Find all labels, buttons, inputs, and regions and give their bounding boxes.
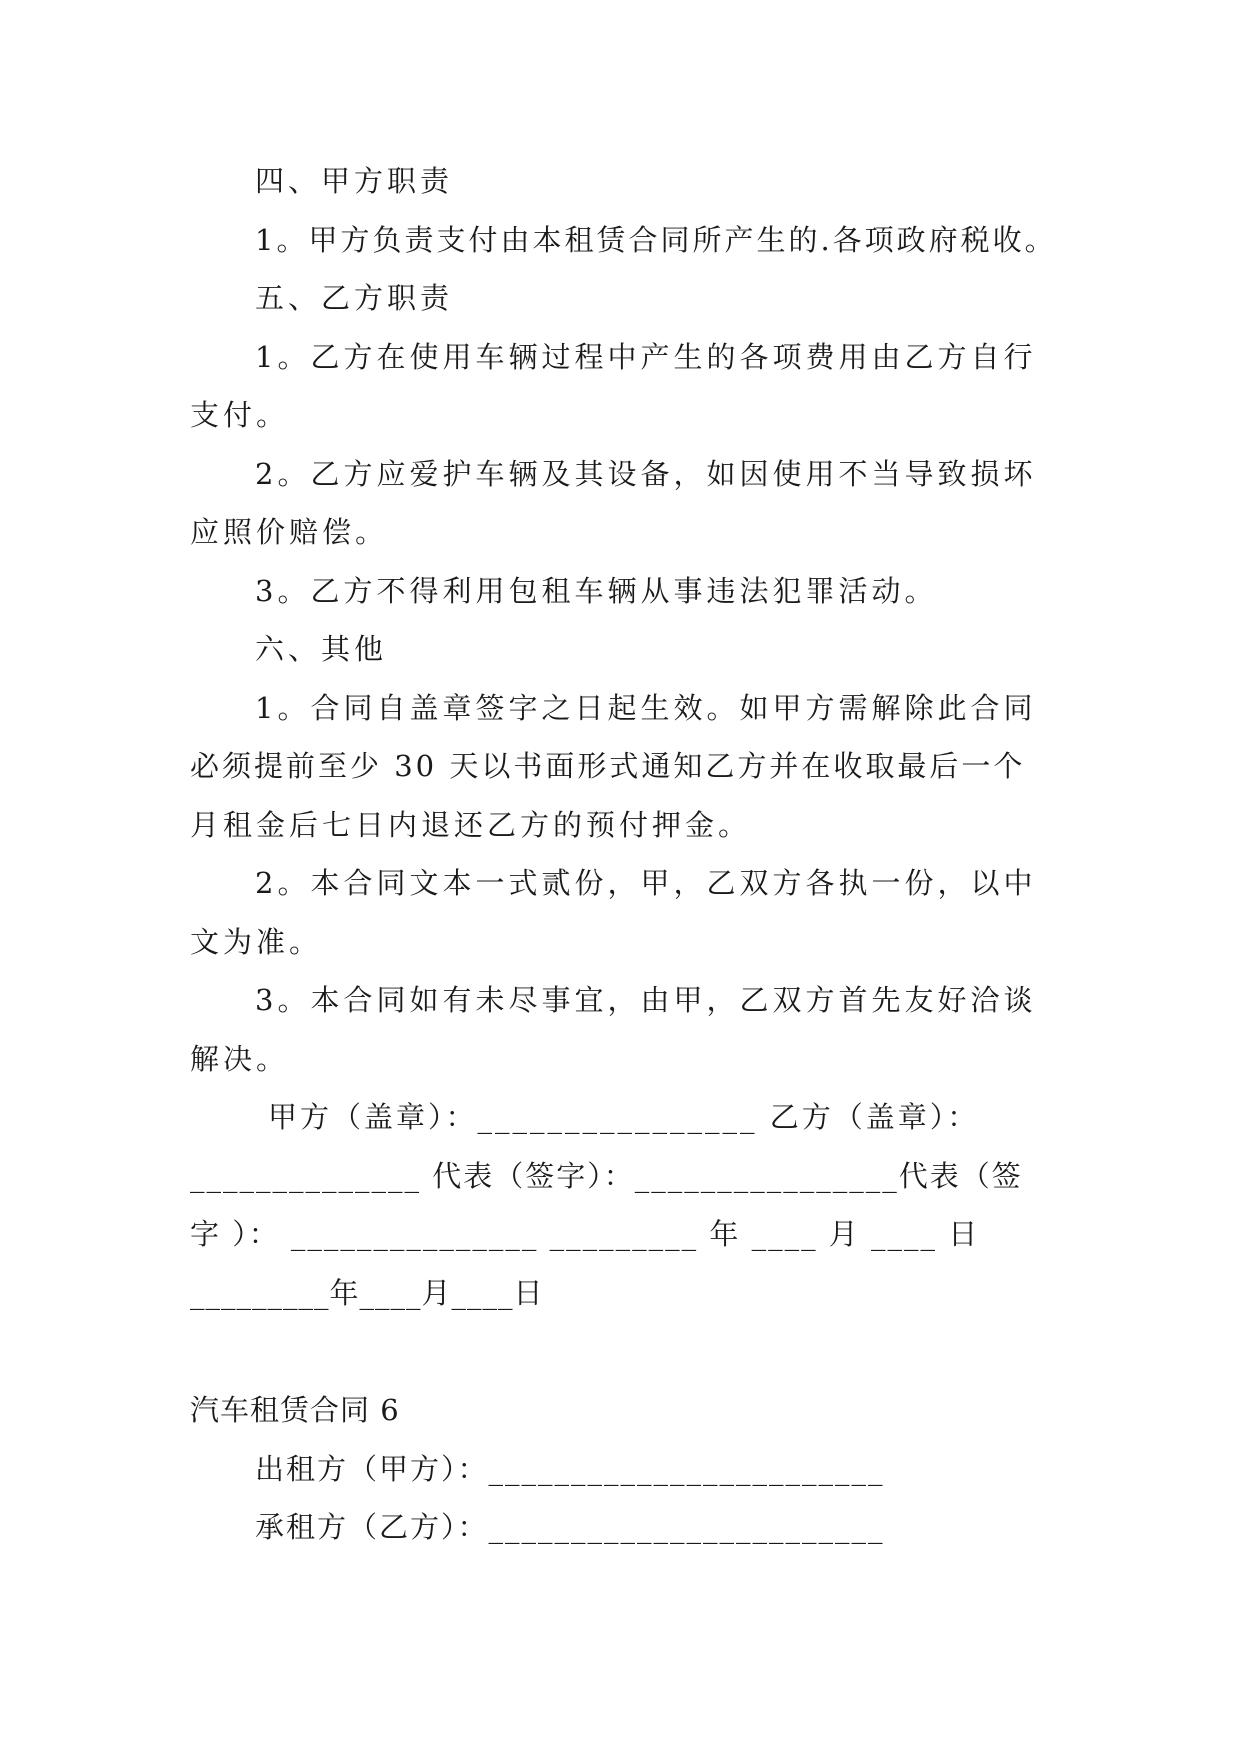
lessee-line: 承租方（乙方）：________________________ [255, 1510, 885, 1544]
paragraph-line: 2。乙方应爱护车辆及其设备，如因使用不当导致损坏 [255, 457, 1037, 491]
contract-title: 汽车租赁合同 6 [190, 1393, 400, 1427]
paragraph-line: 必须提前至少 30 天以书面形式通知乙方并在收取最后一个 [190, 749, 1026, 783]
section-heading-6: 六、其他 [255, 632, 388, 666]
paragraph-line: 1。乙方在使用车辆过程中产生的各项费用由乙方自行 [255, 340, 1037, 374]
section-heading-5: 五、乙方职责 [255, 281, 454, 315]
paragraph-line: 支付。 [190, 398, 290, 432]
paragraph-line: 应照价赔偿。 [190, 515, 389, 549]
signature-line: 字 ）： _______________ _________ 年 ____ 月 ____ 日 [190, 1217, 980, 1251]
paragraph-line: 1。合同自盖章签字之日起生效。如甲方需解除此合同 [255, 691, 1037, 725]
paragraph-line: 3。乙方不得利用包租车辆从事违法犯罪活动。 [255, 574, 938, 608]
paragraph-line: 2。本合同文本一式贰份，甲，乙双方各执一份，以中 [255, 866, 1037, 900]
signature-line: ______________ 代表（签字）：________________代表（签 [190, 1159, 1023, 1193]
section-heading-4: 四、甲方职责 [255, 164, 454, 198]
lessor-line: 出租方（甲方）：________________________ [255, 1452, 885, 1486]
signature-line: 甲方（盖章）：________________ 乙方（盖章）： [268, 1100, 980, 1134]
paragraph-line: 月租金后七日内退还乙方的预付押金。 [190, 808, 752, 842]
paragraph-line: 文为准。 [190, 925, 323, 959]
paragraph-line: 3。本合同如有未尽事宜，由甲，乙双方首先友好洽谈 [255, 983, 1037, 1017]
paragraph-line: 1。甲方负责支付由本租赁合同所产生的.各项政府税收。 [255, 223, 1057, 257]
signature-date-line: _________年____月____日 [190, 1276, 544, 1310]
paragraph-line: 解决。 [190, 1042, 290, 1076]
